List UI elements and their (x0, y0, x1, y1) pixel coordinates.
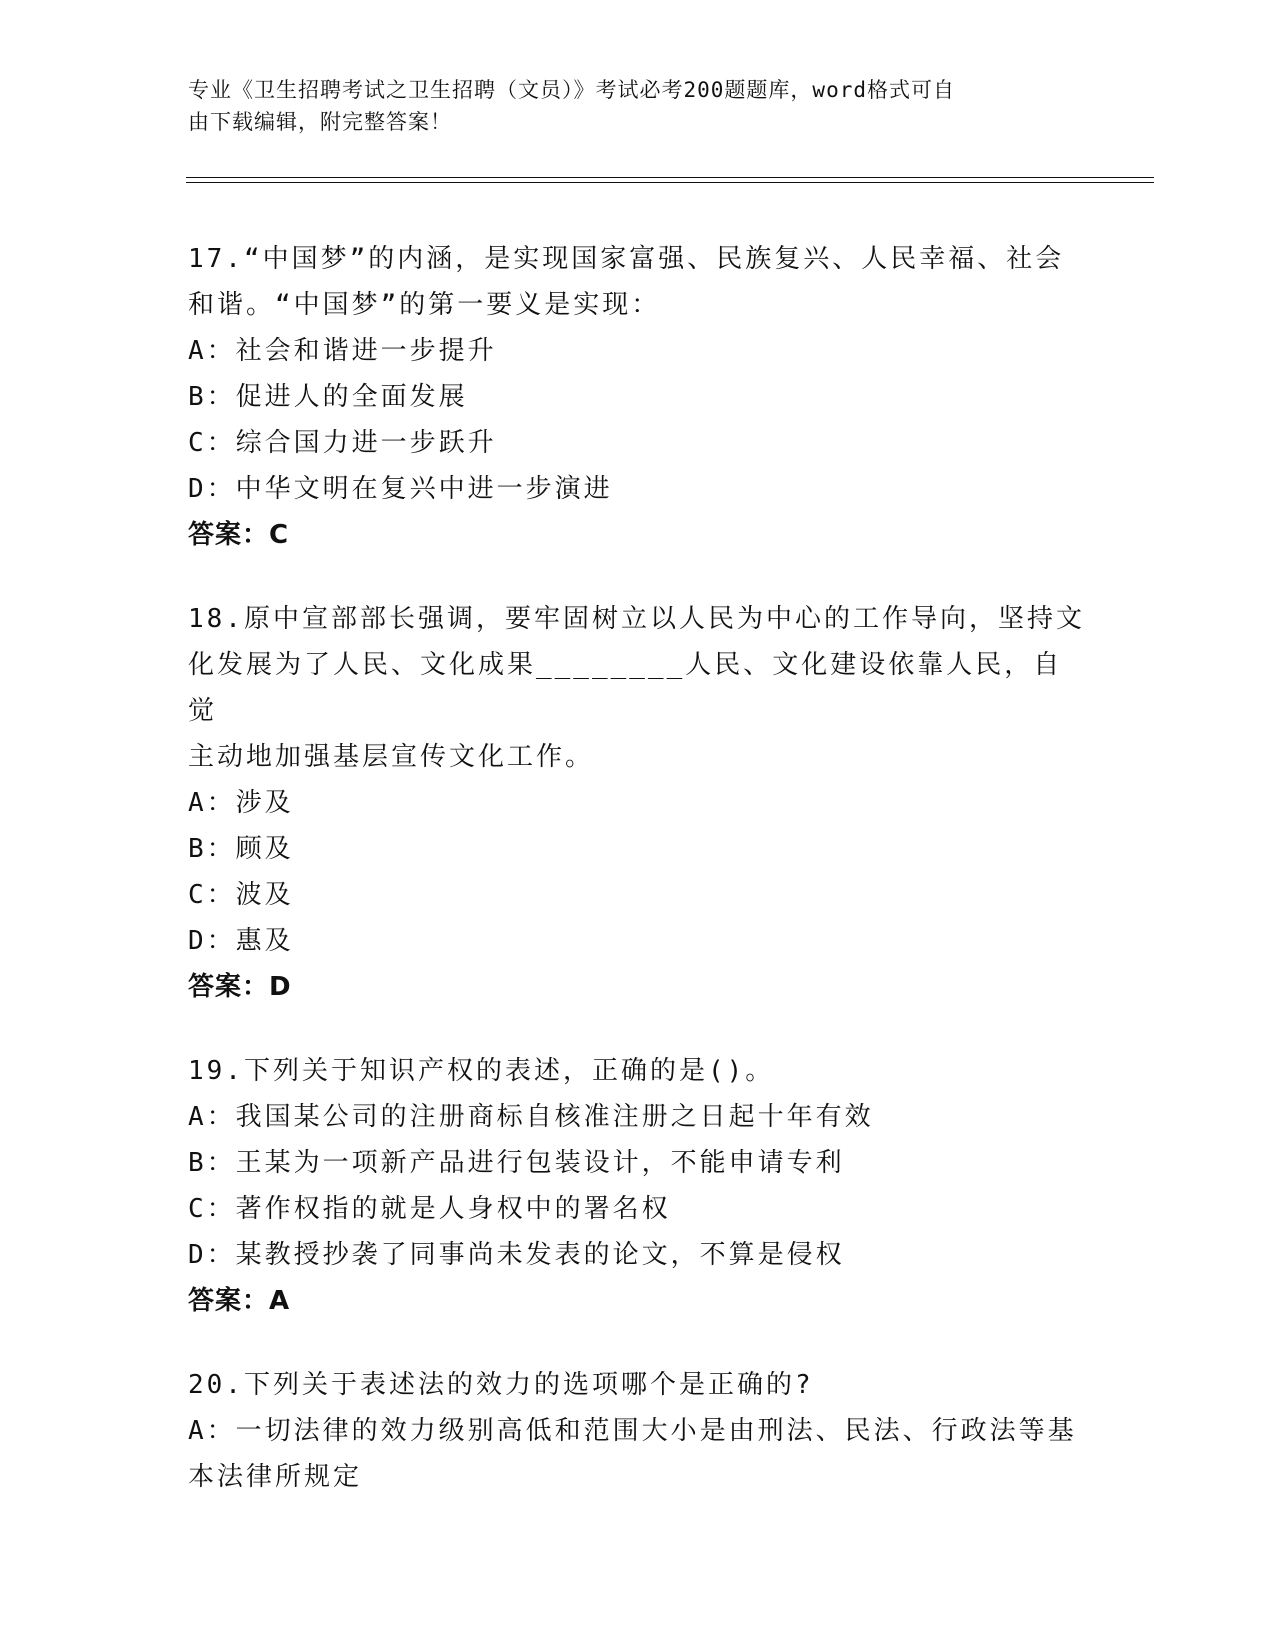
option-a: A：我国某公司的注册商标自核准注册之日起十年有效 (188, 1102, 874, 1132)
answer-label: 答案：C (188, 520, 290, 550)
question-stem: 17.“中国梦”的内涵，是实现国家富强、民族复兴、人民幸福、社会 (188, 244, 1065, 274)
question-stem: 化发展为了人民、文化成果________人民、文化建设依靠人民，自觉 (188, 650, 1063, 726)
option-c: C：综合国力进一步跃升 (188, 428, 497, 458)
question-18 (188, 596, 1088, 1010)
option-b: B：王某为一项新产品进行包装设计，不能申请专利 (188, 1148, 845, 1178)
question-stem: 主动地加强基层宣传文化工作。 (188, 742, 595, 772)
option-a-continued: 本法律所规定 (188, 1462, 363, 1492)
option-d: D：惠及 (188, 926, 294, 956)
option-b: B：促进人的全面发展 (188, 382, 468, 412)
answer-label: 答案：D (188, 972, 292, 1002)
question-stem: 18.原中宣部部长强调，要牢固树立以人民为中心的工作导向，坚持文 (188, 604, 1085, 634)
question-17 (188, 236, 1088, 558)
option-a: A：涉及 (188, 788, 294, 818)
option-a: A：一切法律的效力级别高低和范围大小是由刑法、民法、行政法等基 (188, 1416, 1077, 1446)
option-d: D：某教授抄袭了同事尚未发表的论文，不算是侵权 (188, 1240, 845, 1270)
question-19 (188, 1048, 1088, 1324)
question-list (188, 236, 1088, 1538)
answer-label: 答案：A (188, 1286, 291, 1316)
header-line-2: 由下载编辑，附完整答案！ (188, 110, 452, 134)
header-line-1: 专业《卫生招聘考试之卫生招聘（文员）》考试必考200题题库，word格式可自 (188, 78, 955, 102)
header-divider-top (186, 177, 1154, 178)
question-stem: 19.下列关于知识产权的表述，正确的是()。 (188, 1056, 775, 1086)
header-divider-bottom (186, 182, 1154, 183)
question-stem: 20.下列关于表述法的效力的选项哪个是正确的? (188, 1370, 814, 1400)
option-c: C：著作权指的就是人身权中的署名权 (188, 1194, 671, 1224)
option-a: A：社会和谐进一步提升 (188, 336, 497, 366)
question-20 (188, 1362, 1088, 1500)
document-header (188, 74, 1068, 138)
option-b: B：顾及 (188, 834, 294, 864)
option-d: D：中华文明在复兴中进一步演进 (188, 474, 613, 504)
option-c: C：波及 (188, 880, 294, 910)
question-stem: 和谐。“中国梦”的第一要义是实现： (188, 290, 661, 320)
